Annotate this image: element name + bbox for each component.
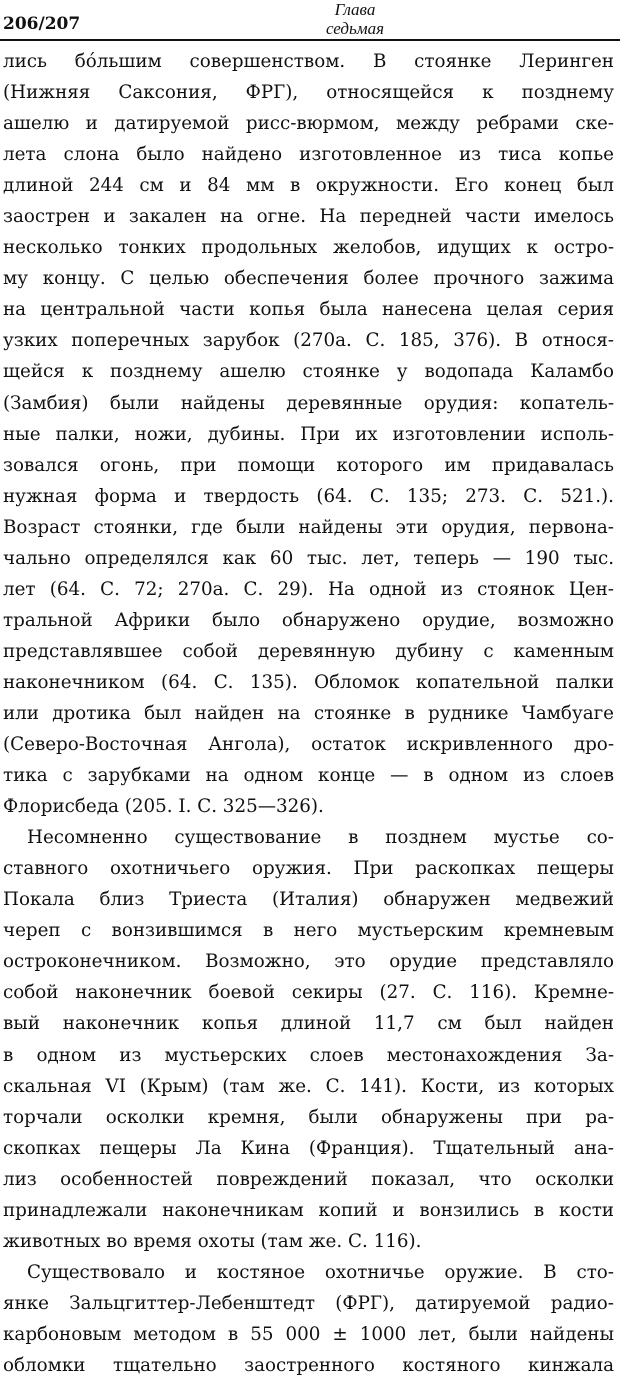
text-line: длиной 244 см и 84 мм в окружности. Его конец был xyxy=(3,175,614,197)
text-line: заострен и закален на огне. На передней части имелось xyxy=(3,206,614,228)
text-line: животных во время охоты (там же. С. 116). xyxy=(3,1230,422,1252)
text-line: лись бо́льшим совершенством. В стоянке Леринген xyxy=(3,51,614,72)
page-numbers: 206/207 xyxy=(3,14,81,34)
chapter-word: Глава xyxy=(334,0,376,19)
text-line: чально определялся как 60 тыс. лет, теперь — 190 тыс. xyxy=(3,547,614,569)
text-line: остроконечником. Возможно, это орудие представляло xyxy=(3,951,614,973)
text-line: в одном из мустьерских слоев местонахождения За- xyxy=(3,1044,614,1066)
text-line: лета слона было найдено изготовленное из тиса копье xyxy=(3,144,614,166)
text-line: собой наконечник боевой секиры (27. С. 116). Кремне- xyxy=(3,982,614,1004)
text-line: или дротика был найден на стоянке в руднике Чамбуаге xyxy=(3,702,614,724)
text-line: на центральной части копья была нанесена целая серия xyxy=(3,299,614,321)
chapter-number: седьмая xyxy=(325,19,385,38)
text-line: принадлежали наконечникам копий и вонзились в кости xyxy=(3,1199,614,1221)
text-line: скопках пещеры Ла Кина (Франция). Тщательный ана- xyxy=(3,1137,614,1159)
text-line: вый наконечник копья длиной 11,7 см был найден xyxy=(3,1013,614,1035)
text-line: тика с зарубками на одном конце — в одном из слоев xyxy=(3,765,614,787)
text-line: обломки тщательно заостренного костяного кинжала xyxy=(3,1354,614,1376)
text-line: Покала близ Триеста (Италия) обнаружен медвежий xyxy=(3,889,614,911)
text-line: Несомненно существование в позднем мустье со- xyxy=(27,827,614,849)
text-line: му концу. С целью обеспечения более прочного зажима xyxy=(3,268,614,290)
text-line: щейся к позднему ашелю стоянке у водопада Каламбо xyxy=(3,361,614,383)
text-line: несколько тонких продольных желобов, идущих к остро- xyxy=(3,237,614,259)
text-line: Флорисбеда (205. I. С. 325—326). xyxy=(3,796,324,818)
text-line: тральной Африки было обнаружено орудие, возможно xyxy=(3,609,614,631)
text-line: лиз особенностей повреждений показал, что осколки xyxy=(3,1168,614,1190)
text-line: торчали осколки кремня, были обнаружены при ра- xyxy=(3,1106,614,1128)
text-line: янке Зальцгиттер-Лебенштедт (ФРГ), датируемой радио- xyxy=(3,1292,614,1314)
text-line: наконечником (64. С. 135). Обломок копательной палки xyxy=(3,671,614,693)
text-line: ашелю и датируемой рисс-вюрмом, между ребрами ске- xyxy=(3,113,614,135)
text-line: (Нижняя Саксония, ФРГ), относящейся к позднему xyxy=(3,82,614,104)
text-line: (Замбия) были найдены деревянные орудия: копатель- xyxy=(3,392,614,414)
running-header xyxy=(0,0,620,44)
text-line: (Северо-Восточная Ангола), остаток искривленного дро- xyxy=(3,734,614,756)
text-line: ставного охотничьего оружия. При раскопках пещеры xyxy=(3,858,614,880)
text-line: лет (64. С. 72; 270а. С. 29). На одной из стоянок Цен- xyxy=(3,578,614,600)
text-line: скальная VI (Крым) (там же. С. 141). Кости, из которых xyxy=(3,1075,614,1097)
text-line: зовался огонь, при помощи которого им придавалась xyxy=(3,454,614,476)
text-line: представлявшее собой деревянную дубину с каменным xyxy=(3,640,614,662)
text-line: ные палки, ножи, дубины. При их изготовлении исполь- xyxy=(3,423,614,445)
text-line: карбоновым методом в 55 000 ± 1000 лет, были найдены xyxy=(3,1323,614,1345)
text-line: череп с вонзившимся в него мустьерским кремневым xyxy=(3,920,614,942)
text-line: Возраст стоянки, где были найдены эти орудия, первона- xyxy=(3,516,614,538)
text-line: нужная форма и твердость (64. С. 135; 273. С. 521.). xyxy=(3,485,614,507)
header-rule xyxy=(0,39,620,41)
text-line: узких поперечных зарубок (270а. С. 185, 376). В относя- xyxy=(3,330,614,352)
text-line: Существовало и костяное охотничье оружие. В сто- xyxy=(27,1261,614,1283)
body-text xyxy=(3,46,614,1381)
chapter-title xyxy=(320,0,390,38)
